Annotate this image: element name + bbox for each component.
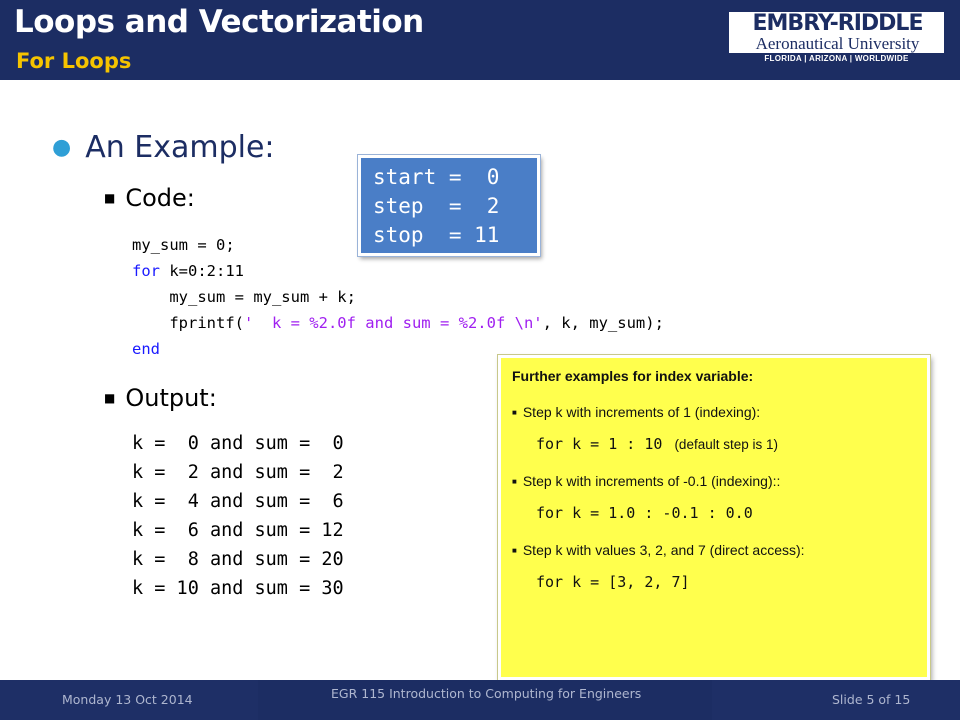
bullet-example [52, 130, 275, 165]
code-string: ' k = %2.0f and sum = %2.0f \n' [243, 314, 543, 332]
note-item [512, 542, 927, 558]
code-keyword: for [132, 262, 160, 280]
slide-subtitle: For Loops [16, 49, 132, 73]
footer-course: EGR 115 Introduction to Computing for Engineers [331, 686, 642, 701]
code-line: , k, my_sum); [542, 314, 664, 332]
examples-note [498, 355, 930, 680]
square-bullet-icon: ■ [512, 408, 517, 417]
bullet-example-text: An Example: [85, 130, 275, 165]
output-block [132, 429, 344, 603]
logo-campuses: FLORIDA | ARIZONA | WORLDWIDE [729, 53, 944, 65]
output-line: k = 2 and sum = 2 [132, 462, 344, 483]
code-line: my_sum = 0; [132, 236, 235, 254]
square-bullet-icon: ■ [512, 477, 517, 486]
note-code [536, 435, 927, 453]
param-start: start = 0 [373, 165, 500, 189]
slide-footer [0, 680, 960, 720]
slide-header [0, 0, 960, 80]
square-bullet-icon: ■ [512, 546, 517, 555]
footer-date: Monday 13 Oct 2014 [62, 692, 193, 707]
output-line: k = 0 and sum = 0 [132, 433, 344, 454]
output-line: k = 8 and sum = 20 [132, 549, 344, 570]
code-heading-text: Code: [125, 184, 195, 212]
logo-wordmark: EMBRY-RIDDLE [752, 11, 923, 36]
bullet-dot-icon: ● [52, 135, 72, 160]
note-item-text: Step k with values 3, 2, and 7 (direct access): [522, 542, 805, 558]
output-line: k = 10 and sum = 30 [132, 578, 344, 599]
output-heading [104, 384, 217, 412]
code-line: my_sum = my_sum + k; [132, 288, 356, 306]
note-item [512, 404, 927, 420]
note-code-text: for k = 1 : 10 [536, 435, 663, 453]
slide-title: Loops and Vectorization [14, 4, 424, 40]
note-hint: (default step is 1) [674, 437, 778, 452]
logo-subtitle: Aeronautical University [755, 34, 920, 53]
output-line: k = 6 and sum = 12 [132, 520, 344, 541]
code-line: k=0:2:11 [160, 262, 244, 280]
output-line: k = 4 and sum = 6 [132, 491, 344, 512]
note-code-text: for k = 1.0 : -0.1 : 0.0 [536, 504, 753, 522]
footer-slide-number: Slide 5 of 15 [832, 692, 911, 707]
note-code-text: for k = [3, 2, 7] [536, 573, 690, 591]
output-heading-text: Output: [125, 384, 217, 412]
square-bullet-icon: ■ [104, 191, 116, 205]
university-logo [728, 11, 945, 66]
param-stop: stop = 11 [373, 223, 500, 247]
note-item-text: Step k with increments of -0.1 (indexing):: [522, 473, 781, 489]
note-item-text: Step k with increments of 1 (indexing): [522, 404, 761, 420]
note-item [512, 473, 927, 489]
note-code [536, 573, 927, 591]
code-keyword: end [132, 340, 160, 358]
note-code [536, 504, 927, 522]
square-bullet-icon: ■ [104, 391, 116, 405]
loop-params-callout [358, 155, 540, 256]
code-line: fprintf( [132, 314, 244, 332]
param-step: step = 2 [373, 194, 500, 218]
note-heading: Further examples for index variable: [512, 368, 754, 384]
code-heading [104, 184, 195, 212]
